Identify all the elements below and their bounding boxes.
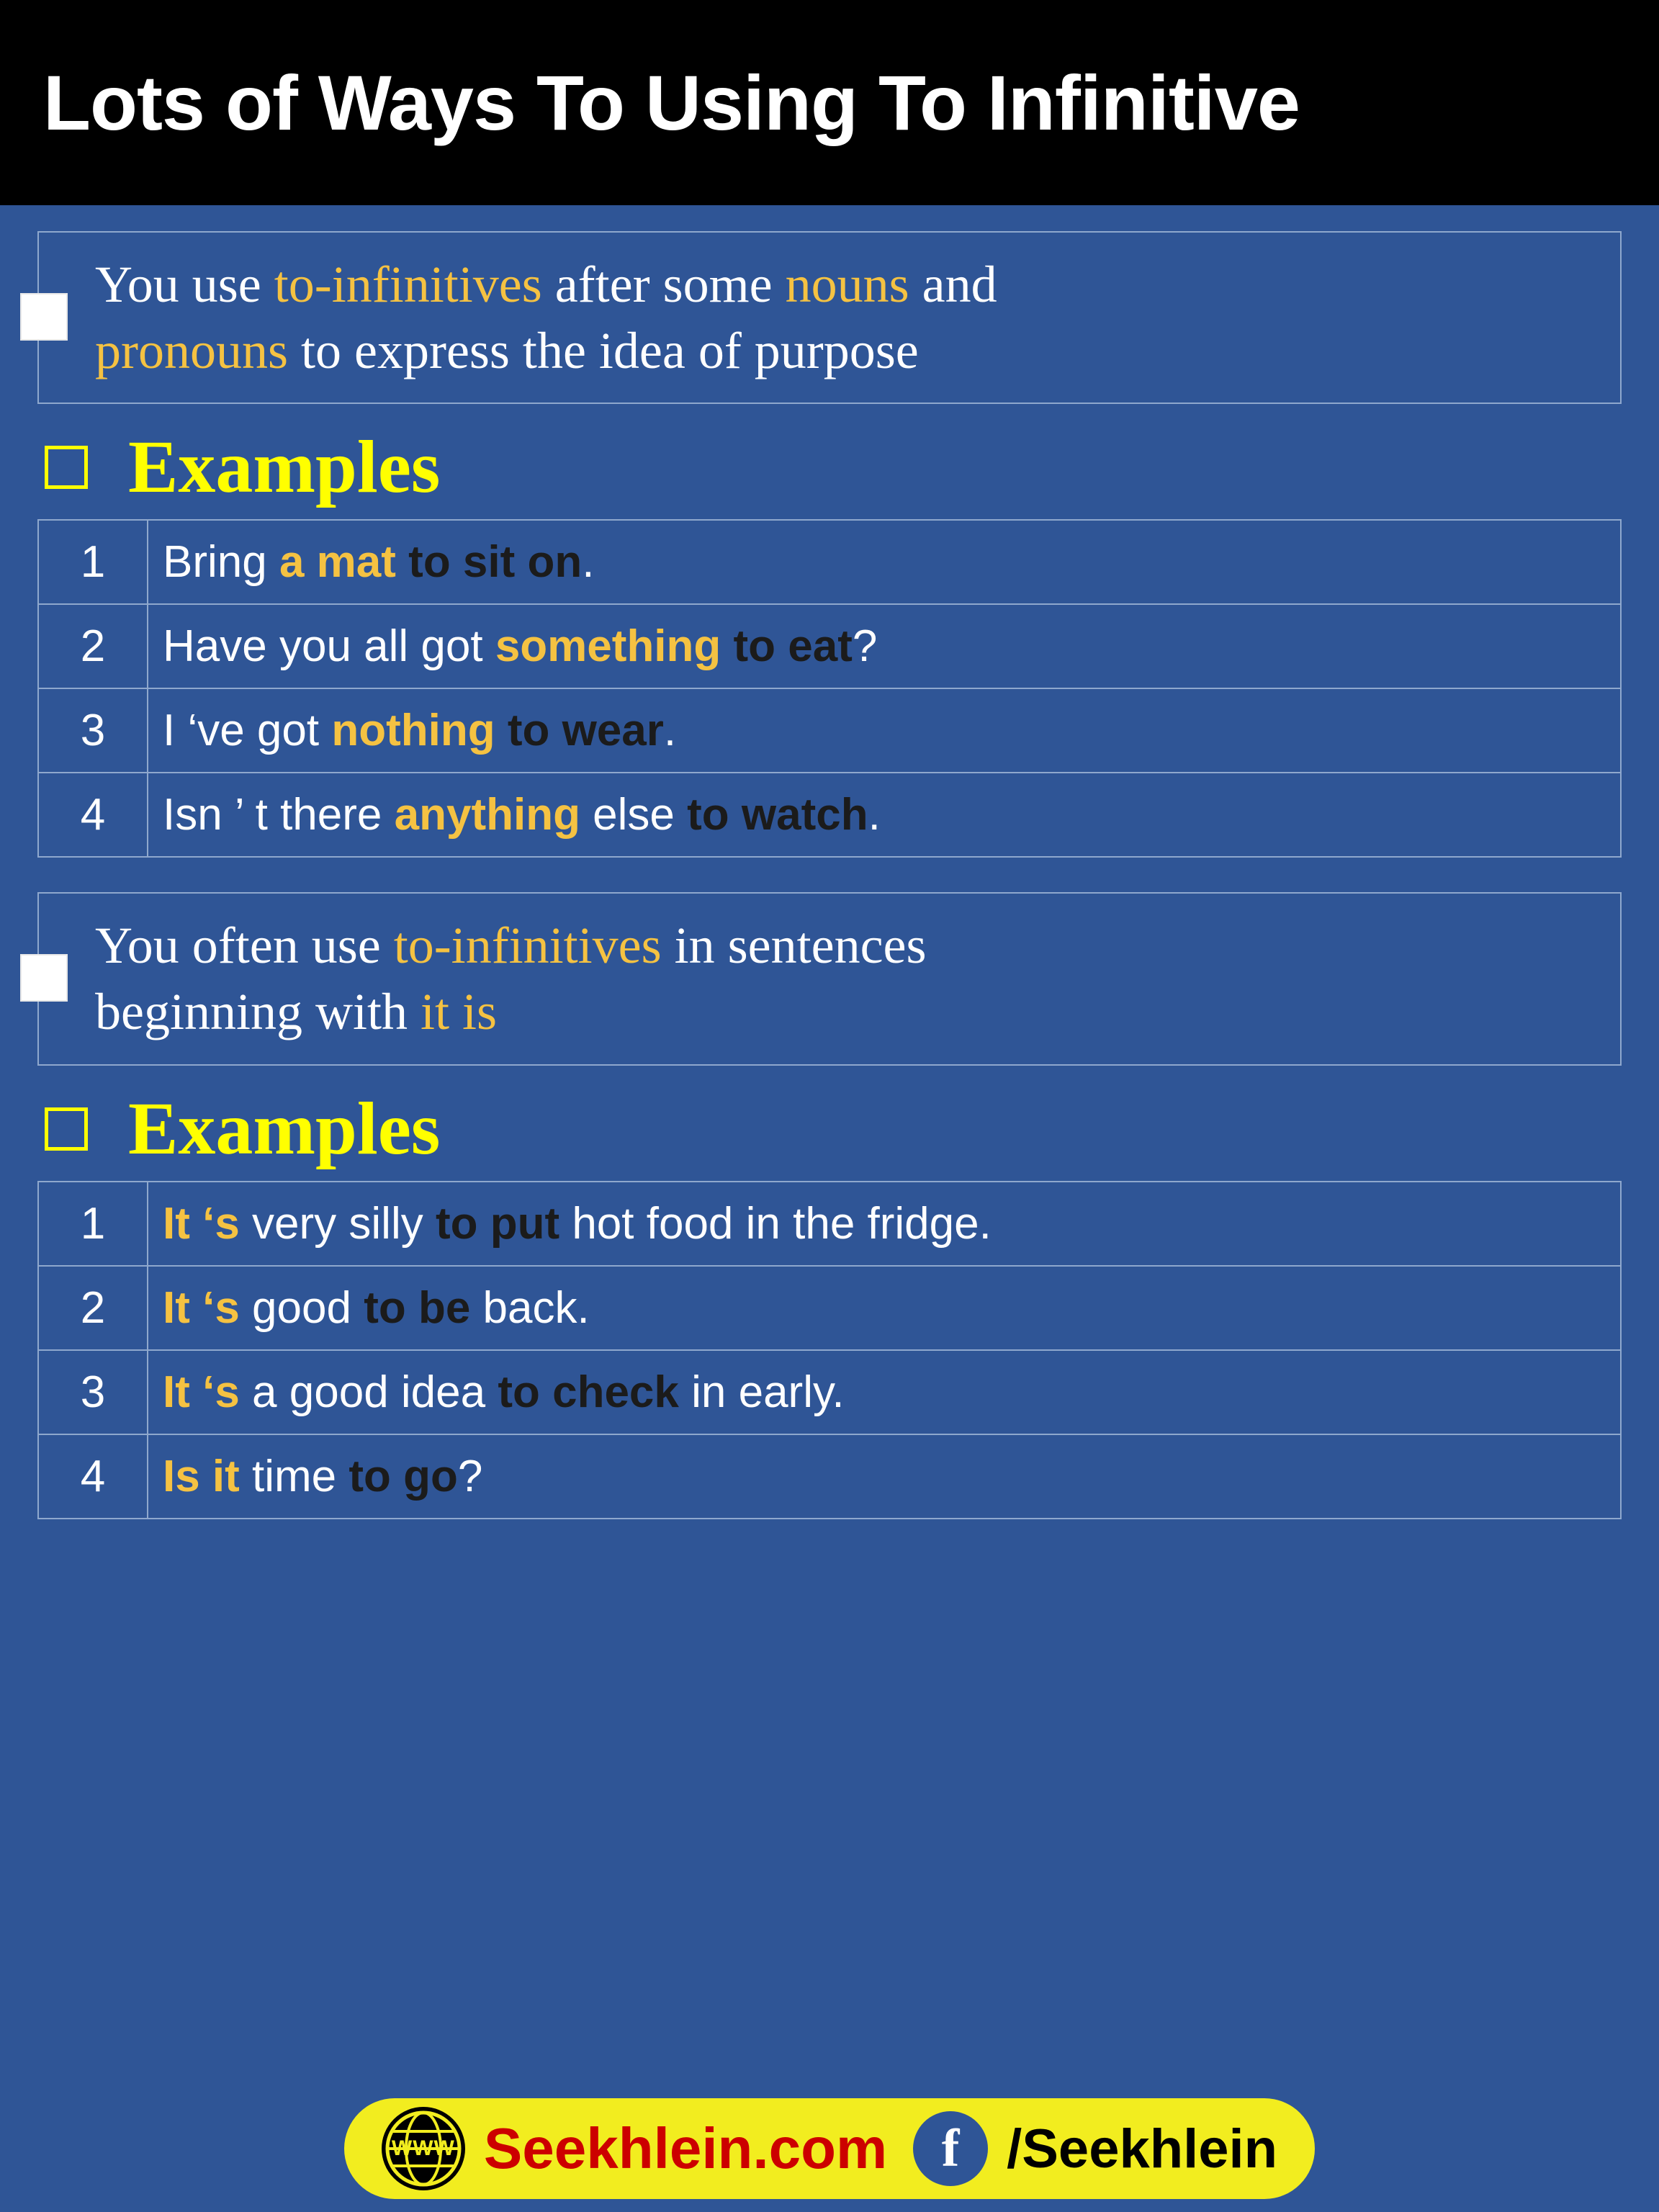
page-title: Lots of Ways To Using To Infinitive xyxy=(43,58,1300,146)
rule1-part-b: after some xyxy=(541,256,786,313)
row-sentence: It ‘s a good idea to check in early. xyxy=(148,1350,1621,1434)
square-bullet-icon xyxy=(20,954,68,1002)
row-number: 1 xyxy=(38,1182,148,1266)
rule1-part-c: and xyxy=(909,256,997,313)
examples-label-2: Examples xyxy=(128,1087,441,1170)
checkbox-outline-icon xyxy=(45,446,88,489)
rule1-highlight-3: pronouns xyxy=(95,322,288,380)
table-row xyxy=(38,1266,1621,1350)
rule2-part-a: You often use xyxy=(95,917,394,975)
row-number: 2 xyxy=(38,1266,148,1350)
rule2-highlight-1: to-infinitives xyxy=(393,917,662,975)
rule-box-1 xyxy=(37,231,1622,404)
examples-heading-1 xyxy=(45,426,1659,509)
rule1-part-a: You use xyxy=(95,256,274,313)
site-link[interactable]: Seekhlein.com xyxy=(483,2116,888,2180)
footer-pill xyxy=(344,2098,1315,2199)
rule1-highlight-2: nouns xyxy=(785,256,909,313)
row-sentence: It ‘s good to be back. xyxy=(148,1266,1621,1350)
table-row xyxy=(38,1434,1621,1519)
table-row xyxy=(38,688,1621,773)
row-number: 2 xyxy=(38,604,148,688)
table-row xyxy=(38,1350,1621,1434)
examples-table-1 xyxy=(37,519,1622,858)
examples-table-2 xyxy=(37,1181,1622,1519)
examples-heading-2 xyxy=(45,1087,1659,1170)
table-row xyxy=(38,604,1621,688)
rule2-part-b: in sentences xyxy=(661,917,927,975)
rule-text-2 xyxy=(95,912,1591,1045)
checkbox-outline-icon xyxy=(45,1107,88,1151)
rule1-part-d: to express the idea of purpose xyxy=(288,322,919,380)
rule2-highlight-2: it is xyxy=(420,983,497,1041)
row-sentence: Have you all got something to eat? xyxy=(148,604,1621,688)
row-sentence: I ‘ve got nothing to wear. xyxy=(148,688,1621,773)
table-row xyxy=(38,520,1621,604)
row-number: 4 xyxy=(38,1434,148,1519)
row-number: 3 xyxy=(38,1350,148,1434)
rule2-part-c: beginning with xyxy=(95,983,421,1041)
row-sentence: Is it time to go? xyxy=(148,1434,1621,1519)
rule2-line-2 xyxy=(95,979,1591,1045)
row-sentence: Bring a mat to sit on. xyxy=(148,520,1621,604)
rule-text-1 xyxy=(95,251,1591,384)
examples-label-1: Examples xyxy=(128,426,441,509)
globe-label: WWW xyxy=(391,2136,455,2160)
row-sentence: Isn ’ t there anything else to watch. xyxy=(148,773,1621,857)
facebook-handle[interactable]: /Seekhlein xyxy=(1007,2118,1278,2180)
row-number: 3 xyxy=(38,688,148,773)
row-sentence: It ‘s very silly to put hot food in the fridge. xyxy=(148,1182,1621,1266)
table-row xyxy=(38,773,1621,857)
facebook-icon[interactable]: f xyxy=(913,2111,988,2186)
row-number: 1 xyxy=(38,520,148,604)
rule1-highlight-1: to-infinitives xyxy=(274,256,542,313)
rule-box-2 xyxy=(37,892,1622,1065)
square-bullet-icon xyxy=(20,293,68,341)
rule1-line-2 xyxy=(95,318,1591,384)
table-row xyxy=(38,1182,1621,1266)
footer xyxy=(0,2098,1659,2199)
title-bar xyxy=(0,0,1659,205)
globe-icon xyxy=(382,2107,465,2190)
row-number: 4 xyxy=(38,773,148,857)
